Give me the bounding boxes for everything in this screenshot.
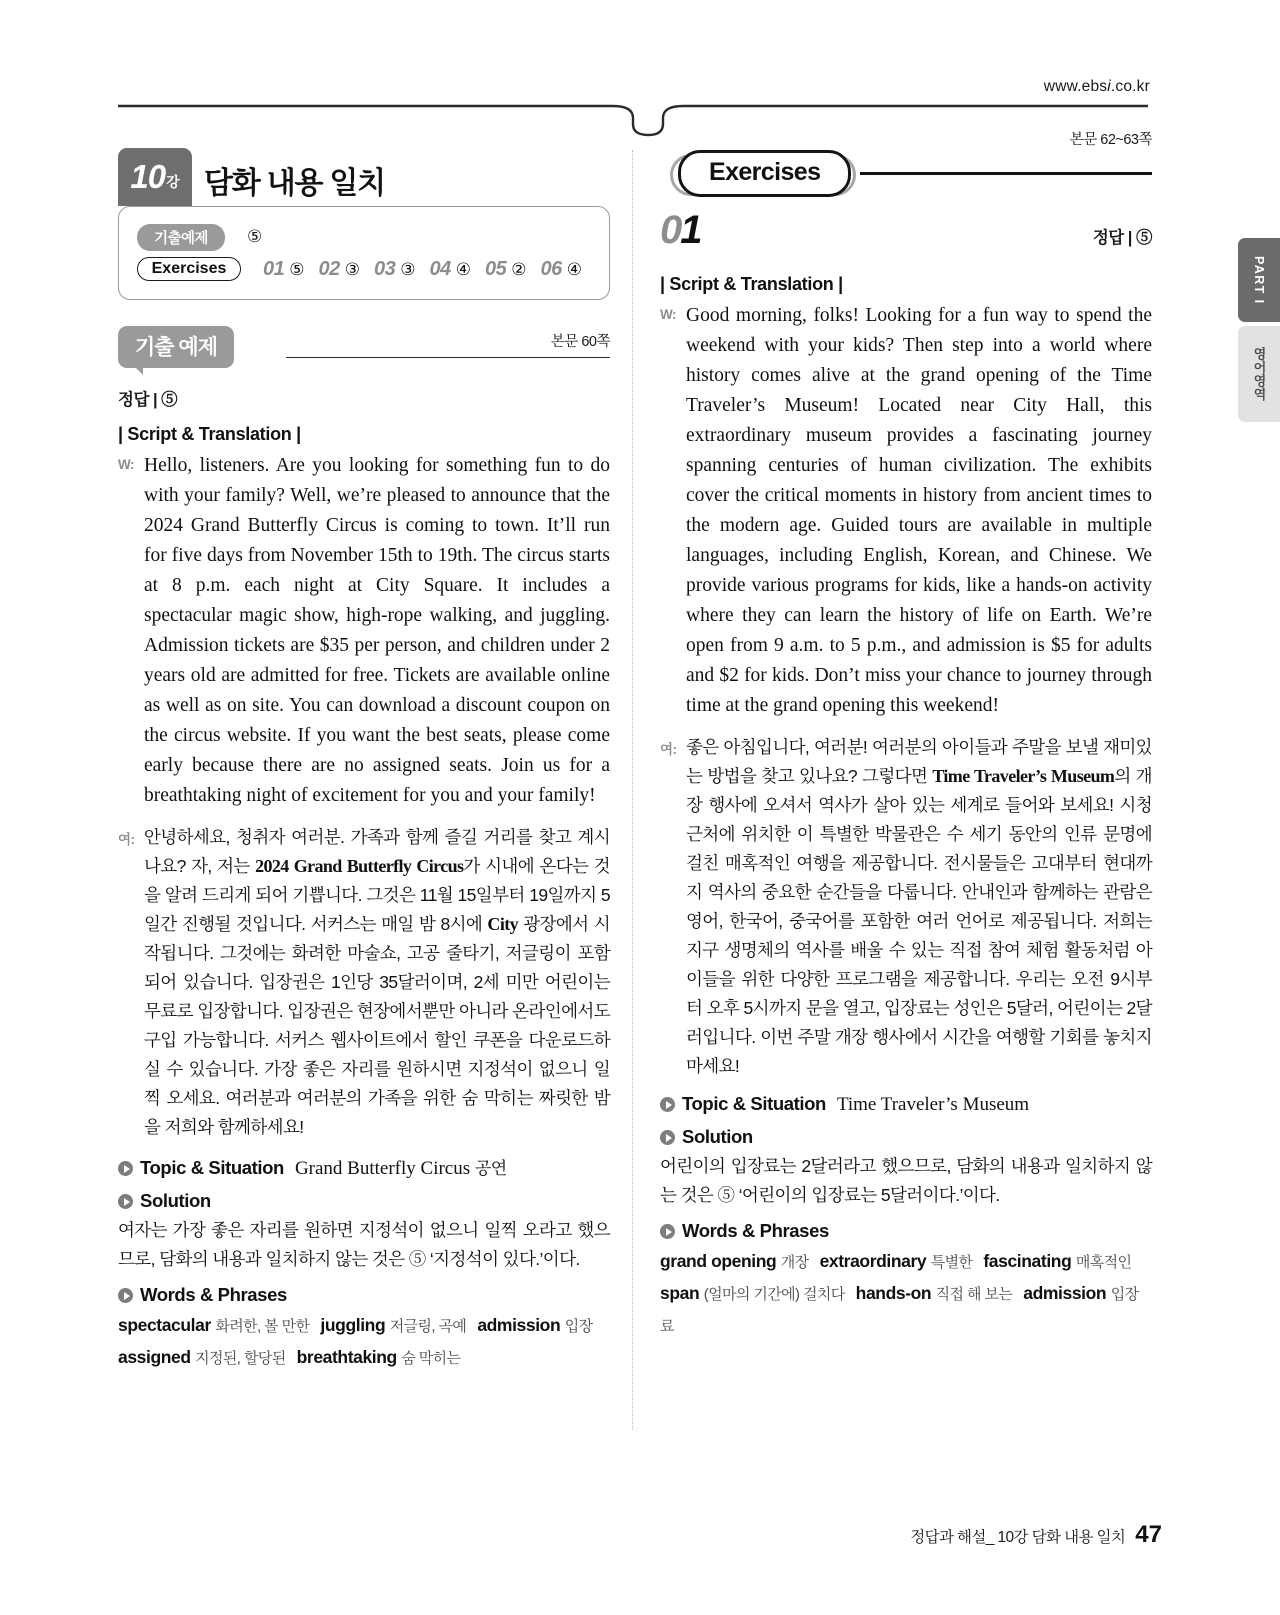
word-gloss: 지정된, 할당된 [195, 1350, 286, 1367]
left-banner-reference: 본문 60쪽 [545, 330, 610, 351]
right-dialogue-english [660, 301, 1152, 721]
right-topic-heading [660, 1093, 1152, 1116]
word-term: juggling [320, 1315, 386, 1335]
right-topic-label: Topic & Situation [682, 1093, 826, 1114]
exercise-answer: ④ [455, 259, 471, 279]
left-topic-value [295, 1154, 507, 1180]
exercises-answer-list [255, 258, 582, 281]
left-kr-part-b: 가 시내에 온다는 것을 알려 드리게 되어 기쁩니다. 그것은 11월 15일부터 19일까지 5일간 진행될 것입니다. 서커스는 매일 밤 8시에 [144, 856, 610, 934]
speaker-label-kr: 여: [660, 742, 677, 757]
exercise-answer-item [430, 258, 472, 281]
left-solution-text: 여자는 가장 좋은 자리를 원하면 지정석이 없으니 일찍 오라고 했으므로, 담화의 내용과 일치하지 않는 것은 ⑤ ‘지정석이 있다.’이다. [118, 1220, 610, 1269]
exercise-answer: ⑤ [289, 259, 305, 279]
right-section-banner [660, 132, 1152, 198]
word-gloss: 직접 해 보는 [935, 1286, 1013, 1303]
word-gloss: 화려한, 볼 만한 [215, 1318, 310, 1335]
top-rule-svg [118, 104, 1148, 138]
left-script-english: Hello, listeners. Are you looking for something fun to do with your family? Well, we’re pleased to announce that the 2024 Grand Butterfly Circus is coming to town. It’ll run for five days from November 15th to 19th. The circus starts at 8 p.m. each night at City Square. It includes a spectacular magic show, high-rope walking, and juggling. Admission tickets are $35 per person, and children under 2 years old are admitted for free. Tickets are available online as well as on site. You can download a discount coupon on the circus website. If you want the best seats, please come early because there are no assigned seats. Join us for a breathtaking night of excitement for you and your family! [144, 455, 610, 806]
speaker-label-kr: 여: [118, 832, 135, 847]
right-kr-part-a: 좋은 아침입니다, 여러분! 여러분의 아이들과 주말을 보낼 재미있는 방법을 찾고 있나요? 그렇다면 [686, 737, 1152, 786]
word-term: breathtaking [296, 1347, 397, 1367]
left-column [118, 150, 610, 1374]
word-gloss: (얼마의 기간에) 걸치다 [703, 1286, 845, 1303]
exercise-answer: ④ [566, 259, 582, 279]
right-words-list [660, 1246, 1152, 1342]
right-column [660, 132, 1152, 1342]
site-url-suffix: .co.kr [1110, 78, 1150, 95]
left-topic-label: Topic & Situation [140, 1157, 284, 1178]
lesson-number: 10 [130, 158, 166, 195]
exercise-answer-item [263, 258, 305, 281]
footer-text: 정답과 해설_ 10강 담화 내용 일치 [910, 1529, 1126, 1546]
exercise-number: 05 [485, 257, 507, 280]
exercise-number: 04 [429, 257, 451, 280]
exercise-answer-item [485, 258, 527, 281]
side-tab-subject-label: 영어영역 [1251, 347, 1267, 401]
word-gloss: 매혹적인 [1075, 1254, 1132, 1271]
top-decorative-rule [118, 104, 1148, 138]
left-words-heading [118, 1284, 610, 1306]
lesson-title: 담화 내용 일치 [204, 167, 385, 200]
word-term: fascinating [983, 1251, 1072, 1271]
left-answer-line: 정답 | ⑤ [118, 391, 178, 409]
left-script-korean [144, 823, 610, 1142]
right-kr-inline-en-1: Time Traveler’s Museum [932, 766, 1115, 786]
exercise-number: 03 [374, 257, 396, 280]
right-script-korean [686, 733, 1152, 1081]
play-triangle-icon [118, 1288, 133, 1303]
left-kr-part-c: 광장에서 시작됩니다. 그것에는 화려한 마술쇼, 고공 줄타기, 저글링이 포함되어 있습니다. 입장권은 1인당 35달러이며, 2세 미만 어린이는 무료로 입장합니다. 입장권은 현장에서뿐만 아니라 온라인에서도 구입 가능합니다. 서커스 웹사이트에서 할인 쿠폰을 다운로드하실 수 있습니다. 가장 좋은 자리를 원하시면 지정석이 없으니 일찍 오세요. 여러분과 여러분의 가족을 위한 숨 막히는 짜릿한 밤을 저희와 함께하세요! [144, 914, 610, 1137]
word-gloss: 입장료 [660, 1286, 1139, 1335]
play-triangle-icon [118, 1194, 133, 1209]
right-dialogue-korean [660, 733, 1152, 1081]
left-solution-label: Solution [140, 1190, 211, 1211]
right-topic-value: Time Traveler’s Museum [836, 1094, 1030, 1115]
play-triangle-icon [660, 1130, 675, 1145]
site-url [1044, 78, 1150, 96]
lesson-header [118, 150, 610, 202]
word-gloss: 개장 [780, 1254, 809, 1271]
play-triangle-icon [660, 1224, 675, 1239]
exercise-answer-item [319, 258, 361, 281]
answers-summary-box [118, 206, 610, 300]
word-term: admission [477, 1315, 561, 1335]
exercise-answer: ③ [400, 259, 416, 279]
left-kr-inline-en-1: 2024 Grand Butterfly Circus [255, 856, 464, 876]
question-answer-line: 정답 | ⑤ [1092, 229, 1152, 247]
side-tab-part-label: PART I [1252, 255, 1266, 305]
word-gloss: 특별한 [930, 1254, 973, 1271]
exercise-answer: ③ [344, 259, 360, 279]
left-kr-inline-en-2: City [487, 914, 519, 934]
right-banner-reference: 본문 62~63쪽 [1064, 128, 1152, 149]
question-number [660, 208, 701, 253]
speaker-label-en: W: [118, 457, 134, 472]
left-section-banner [118, 326, 610, 370]
word-term: assigned [118, 1347, 191, 1367]
exercise-number: 02 [318, 257, 340, 280]
right-kr-part-b: 의 개장 행사에 오셔서 역사가 살아 있는 세계로 들어와 보세요! 시청 근처에 위치한 이 특별한 박물관은 수 세기 동안의 인류 문명에 걸친 매혹적인 여행을 제공합니다. 전시물들은 고대부터 현대까지 역사의 중요한 순간들을 다룹니다. 안내인과 함께하는 관람은 영어, 한국어, 중국어를 포함한 여러 언어로 제공됩니다. 저희는 지구 생명체의 역사를 배울 수 있는 직접 참여 체험 활동처럼 아이들을 위한 다양한 프로그램을 제공합니다. 우리는 오전 9시부터 오후 5시까지 문을 열고, 입장료는 성인은 5달러, 어린이는 2달러입니다. 이번 주말 개장 행사에서 시간을 여행할 기회를 놓치지 마세요! [686, 766, 1152, 1076]
left-topic-value-en: Grand Butterfly Circus [294, 1158, 471, 1179]
left-solution-heading [118, 1190, 610, 1212]
word-gloss: 입장 [564, 1318, 593, 1335]
left-topic-value-kr: 공연 [474, 1159, 507, 1178]
word-term: spectacular [118, 1315, 211, 1335]
right-script-english: Good morning, folks! Looking for a fun way to spend the weekend with your kids? Then step into a world where history comes alive at the grand opening of the Time Traveler’s Museum! Located near City Hall, this extraordinary museum provides a fascinating journey spanning centuries of human civilization. The exhibits cover the critical moments in history from ancient times to the modern age. Guided tours are available in multiple languages, including English, Korean, and Chinese. We provide various programs for kids, like a hands-on activity where they can learn the history of life on Earth. We’re open from 9 a.m. to 5 p.m., and admission is $5 for adults and $2 for kids. Don’t miss your chance to journey through time at the grand opening this weekend! [686, 305, 1152, 716]
right-banner-rule [860, 172, 1152, 175]
right-script-heading: | Script & Translation | [660, 274, 843, 294]
right-words-heading [660, 1220, 1152, 1242]
word-term: span [660, 1283, 700, 1303]
question-number-first: 0 [660, 208, 681, 252]
example-pill: 기출예제 [137, 224, 225, 251]
footer-page-number: 47 [1135, 1521, 1162, 1548]
side-tab-subject [1238, 326, 1280, 422]
play-triangle-icon [660, 1097, 675, 1112]
exercise-answer-item [374, 258, 416, 281]
exercises-banner-pill: Exercises [678, 150, 851, 197]
word-term: hands-on [855, 1283, 932, 1303]
lesson-unit-suffix: 강 [166, 174, 180, 190]
answers-exercises-row [137, 253, 593, 285]
exercise-answer-item [541, 258, 583, 281]
word-term: admission [1023, 1283, 1107, 1303]
word-gloss: 숨 막히는 [401, 1350, 461, 1367]
left-kr-part-a: 안녕하세요, 청취자 여러분. 가족과 함께 즐길 거리를 찾고 계시나요? 자, 저는 [144, 827, 610, 876]
word-term: extraordinary [819, 1251, 927, 1271]
side-tab-part [1238, 238, 1280, 322]
question-header [660, 208, 1152, 260]
right-solution-heading [660, 1126, 1152, 1148]
example-answer: ⑤ [247, 227, 263, 246]
question-number-second: 1 [680, 208, 701, 252]
exercises-pill: Exercises [137, 257, 241, 281]
word-gloss: 저글링, 곡예 [389, 1318, 467, 1335]
left-banner-label: 기출 예제 [118, 326, 234, 368]
right-solution-text: 어린이의 입장료는 2달러라고 했으므로, 담화의 내용과 일치하지 않는 것은 ⑤ ‘어린이의 입장료는 5달러이다.’이다. [660, 1156, 1152, 1205]
exercise-answer: ② [511, 259, 527, 279]
site-url-prefix: www.ebs [1043, 78, 1108, 95]
play-triangle-icon [118, 1161, 133, 1176]
left-dialogue-korean [118, 823, 610, 1142]
left-words-label: Words & Phrases [140, 1284, 287, 1305]
left-topic-heading [118, 1154, 610, 1180]
right-words-label: Words & Phrases [682, 1220, 829, 1241]
left-script-heading: | Script & Translation | [118, 424, 301, 444]
exercise-number: 06 [540, 257, 562, 280]
answers-example-row [137, 221, 593, 253]
left-banner-rule [286, 357, 610, 358]
left-dialogue-english [118, 451, 610, 811]
speaker-label-en: W: [660, 307, 676, 322]
word-term: grand opening [660, 1251, 777, 1271]
left-words-list [118, 1310, 610, 1374]
site-url-italic: i [1107, 78, 1111, 95]
column-divider [632, 150, 633, 1430]
page-footer [910, 1521, 1162, 1549]
right-solution-label: Solution [682, 1126, 753, 1147]
lesson-number-badge [118, 148, 192, 206]
exercise-number: 01 [263, 257, 285, 280]
